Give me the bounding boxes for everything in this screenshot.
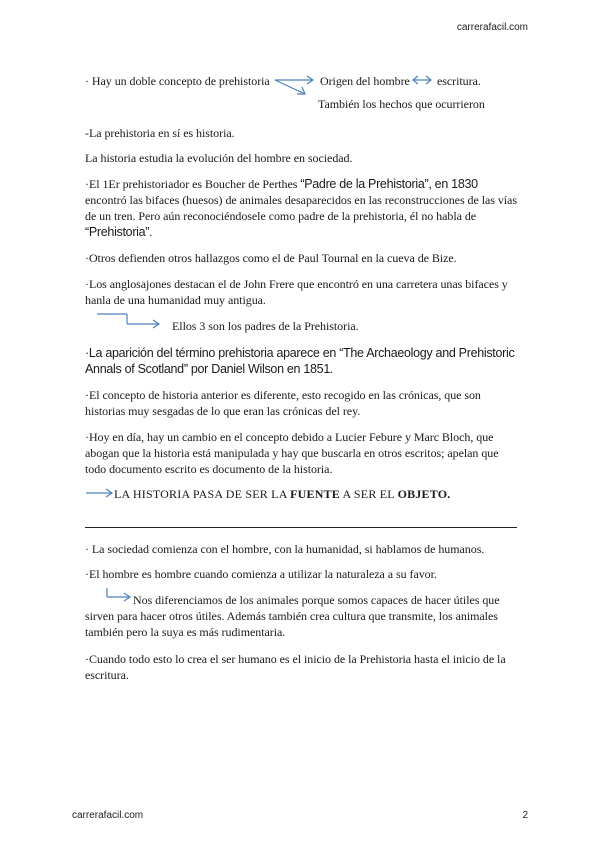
paragraph-society-begins: · La sociedad comienza con el hombre, con la humanidad, si hablamos de humanos.	[85, 542, 485, 556]
paragraph-daniel-wilson: ·La aparición del término prehistoria aparece en “The Archaeology and Prehistoric Annals of Scotland” por Daniel Wilson en 1851.	[85, 346, 515, 376]
bent-arrow-icon	[97, 313, 161, 327]
paragraph-three-fathers: Ellos 3 son los padres de la Prehistoria.	[172, 319, 359, 333]
paragraph-tools-culture: Nos diferenciamos de los animales porque somos capaces de hacer útiles que sirven para hacer otros útiles. Además también crea cultura que transmite, los animales también pero la suya es más rudimentaria.	[85, 593, 500, 639]
horizontal-divider	[85, 527, 517, 528]
page-number: 2	[522, 810, 528, 821]
paragraph-source-to-object: LA HISTORIA PASA DE SER LA FUENTE A SER EL OBJETO.	[114, 487, 451, 501]
paragraph-chronicles: ·El concepto de historia anterior es diferente, esto recogido en las crónicas, que son historias muy sesgadas de lo que eran las crónicas del rey.	[85, 388, 481, 418]
paragraph-prehistory-start: ·Cuando todo esto lo crea el ser humano es el inicio de la Prehistoria hasta el inicio de la escritura.	[85, 652, 506, 682]
arrow-right-icon	[275, 76, 315, 98]
paragraph-boucher-de-perthes: ·El 1Er prehistoriador es Boucher de Perthes “Padre de la Prehistoria”, en 1830 encontró las bifaces (huesos) de animales desaparecidos en las reconstrucciones de las vías de un tren. Pero aún reconociéndosele como padre de la prehistoria, él no habla de “Prehistoria”.	[85, 177, 517, 239]
header-site: carrerafacil.com	[456, 22, 528, 33]
concept-bullet: · Hay un doble concepto de prehistoria	[85, 74, 270, 88]
concept-writing: escritura.	[437, 74, 481, 88]
paragraph-history-studies: La historia estudia la evolución del hombre en sociedad.	[85, 151, 353, 165]
paragraph-man-uses-nature: ·El hombre es hombre cuando comienza a utilizar la naturaleza a su favor.	[85, 567, 437, 581]
paragraph-prehistory-is-history: -La prehistoria en sí es historia.	[85, 126, 235, 140]
paragraph-john-frere: ·Los anglosajones destacan el de John Frere que encontró en una carretera unas bifaces y hanla de una humanidad muy antigua.	[85, 277, 508, 307]
double-arrow-icon	[412, 76, 432, 86]
footer-site: carrerafacil.com	[72, 810, 144, 821]
paragraph-paul-tournal: ·Otros defienden otros hallazgos como el de Paul Tournal en la cueva de Bize.	[85, 251, 457, 265]
concept-events: También los hechos que ocurrieron	[318, 97, 485, 111]
paragraph-febvre-bloch: ·Hoy en día, hay un cambio en el concepto debido a Lucier Febure y Marc Bloch, que abogan que la historia está manipulada y hay que buscarla en otros escritos; apelan que todo documento escrito es documento de la historia.	[85, 430, 499, 476]
arrow-right-icon	[86, 489, 114, 499]
concept-origin: Origen del hombre	[320, 74, 410, 88]
